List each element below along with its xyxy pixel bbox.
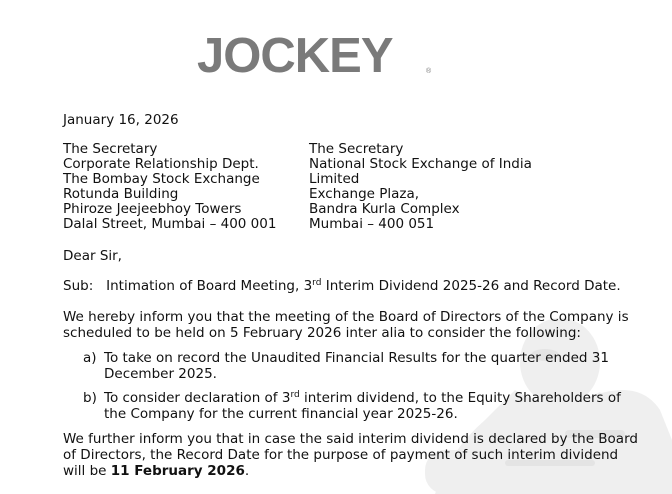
address-line: Exchange Plaza,	[309, 186, 420, 202]
subject-line	[63, 278, 621, 294]
list-marker: a)	[83, 350, 97, 366]
salutation: Dear Sir,	[63, 248, 122, 264]
address-line: Phiroze Jeejeebhoy Towers	[63, 201, 242, 217]
address-line: The Bombay Stock Exchange	[63, 171, 260, 187]
item-line: the Company for the current financial year 2025-26.	[104, 406, 458, 422]
address-line: Bandra Kurla Complex	[309, 201, 460, 217]
item-line: December 2025.	[104, 366, 217, 382]
address-line: Corporate Relationship Dept.	[63, 156, 259, 172]
subject-text: Intimation of Board Meeting, 3	[106, 278, 313, 294]
closing-paragraph	[63, 431, 638, 479]
address-line: Limited	[309, 171, 360, 187]
address-line: The Secretary	[309, 141, 404, 157]
address-line: Mumbai – 400 051	[309, 216, 435, 232]
paragraph-line	[63, 463, 638, 479]
ordinal-suffix: rd	[312, 278, 322, 288]
list-marker: b)	[83, 390, 97, 406]
paragraph-line: scheduled to be held on 5 February 2026 inter alia to consider the following:	[63, 325, 581, 341]
intro-paragraph	[63, 309, 629, 341]
item-line: To take on record the Unaudited Financial Results for the quarter ended 31	[104, 350, 609, 366]
paragraph-line: We hereby inform you that the meeting of the Board of Directors of the Company is	[63, 309, 629, 325]
ordinal-suffix: rd	[290, 390, 300, 400]
registered-mark: ®	[426, 68, 432, 75]
address-line: Rotunda Building	[63, 186, 179, 202]
record-date: 11 February 2026	[110, 463, 245, 479]
addressee-left	[63, 142, 276, 232]
paragraph-line: We further inform you that in case the said interim dividend is declared by the Board	[63, 431, 638, 447]
closing-text: will be	[63, 463, 111, 479]
item-text-rest: interim dividend, to the Equity Shareholders of	[299, 390, 621, 406]
item-text: To consider declaration of 3	[104, 390, 291, 406]
addressee-right	[309, 142, 532, 232]
address-line: The Secretary	[63, 141, 158, 157]
subject-text-rest: Interim Dividend 2025-26 and Record Date.	[321, 278, 621, 294]
subject-label: Sub:	[63, 278, 94, 294]
paragraph-line: of Directors, the Record Date for the purpose of payment of such interim dividend	[63, 447, 619, 463]
closing-period: .	[244, 463, 250, 479]
letter-date: January 16, 2026	[63, 112, 179, 128]
logo-wordmark: JOCKEY	[197, 29, 393, 83]
address-line: National Stock Exchange of India	[309, 156, 532, 172]
address-line: Dalal Street, Mumbai – 400 001	[63, 216, 277, 232]
item-line	[104, 390, 621, 406]
jockey-logo	[197, 30, 437, 82]
